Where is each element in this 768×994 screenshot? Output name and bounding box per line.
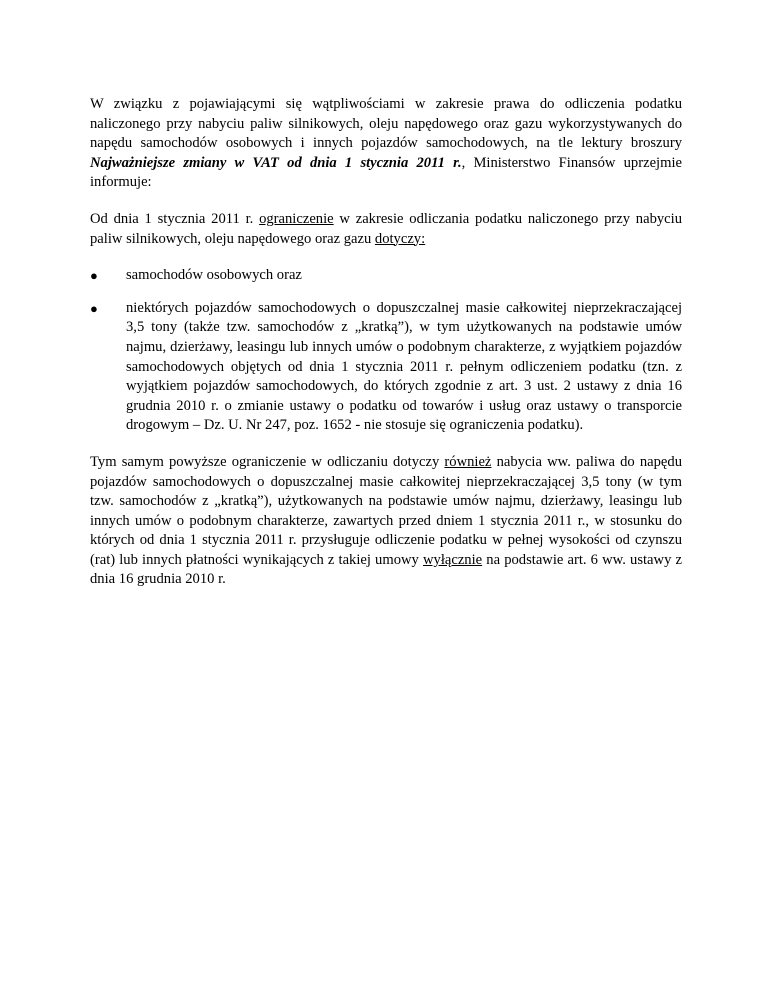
limitation-text-middle: w zakresie odliczania podatku naliczonego przy nabyciu paliw silnikowych, oleju napędowego oraz gazu: [90, 210, 682, 247]
limitation-text-start: Od dnia 1 stycznia 2011 r.: [90, 210, 260, 227]
brochure-title: Najważniejsze zmiany w VAT od dnia 1 stycznia 2011 r.: [90, 154, 462, 171]
document-page: [90, 95, 682, 607]
list-item-text: niektórych pojazdów samochodowych o dopuszczalnej masie całkowitej nieprzekraczającej 3,5 tony (także tzw. samochodów z „kratką”), w tym użytkowanych na podstawie umów najmu, dzierżawy, leasingu lub innych umów o podobnym charakterze, z wyjątkiem pojazdów samochodowych objętych od dnia 1 stycznia 2011 r. pełnym odliczeniem podatku (tzn. z wyjątkiem pojazdów samochodowych, do których zgodnie z art. 3 ust. 2 ustawy z dnia 16 grudnia 2010 r. o zmianie ustawy o podatku od towarów i usług oraz ustawy o transporcie drogowym – Dz. U. Nr 247, poz. 1652 - nie stosuje się ograniczenia podatku).: [126, 299, 682, 434]
conclusion-text-middle: nabycia ww. paliwa do napędu pojazdów samochodowych o dopuszczalnej masie całkowitej nieprzekraczającej 3,5 tony (w tym tzw. samochodów z „kratką”), użytkowanych na podstawie umów najmu, dzierżawy, leasingu lub innych umów o podobnym charakterze, zawartych przed dniem 1 stycznia 2011 r., w stosunku do których od dnia 1 stycznia 2011 r. przysługuje odliczenie podatku w pełnej wysokości od czynszu (rat) lub innych płatności wynikających z takiej umowy: [90, 453, 682, 568]
intro-text: W związku z pojawiającymi się wątpliwościami w zakresie prawa do odliczenia podatku naliczonego przy nabyciu paliw silnikowych, oleju napędowego oraz gazu wykorzystywanych do napędu samochodów osobowych i innych pojazdów samochodowych, na tle lektury broszury: [90, 96, 682, 152]
intro-text-end: , Ministerstwo Finansów uprzejmie informuje:: [90, 154, 682, 191]
conclusion-text-end: na podstawie art. 6 ww. ustawy z dnia 16 grudnia 2010 r.: [90, 551, 682, 588]
conclusion-paragraph: [90, 453, 682, 590]
list-item: [90, 266, 682, 286]
limitation-paragraph: [90, 210, 682, 249]
bullet-dot-icon: ●: [90, 268, 98, 284]
applies-keyword: dotyczy:: [374, 230, 426, 247]
bullet-dot-icon: ●: [90, 300, 98, 316]
also-keyword: również: [444, 453, 492, 470]
list-item-text: samochodów osobowych oraz: [126, 267, 302, 284]
bullet-list: [90, 266, 682, 436]
intro-paragraph: [90, 95, 682, 193]
list-item: [90, 299, 682, 436]
exclusively-keyword: wyłącznie: [422, 551, 483, 568]
limitation-keyword: ograniczenie: [259, 210, 334, 227]
conclusion-text-start: Tym samym powyższe ograniczenie w odliczaniu dotyczy: [90, 453, 445, 470]
